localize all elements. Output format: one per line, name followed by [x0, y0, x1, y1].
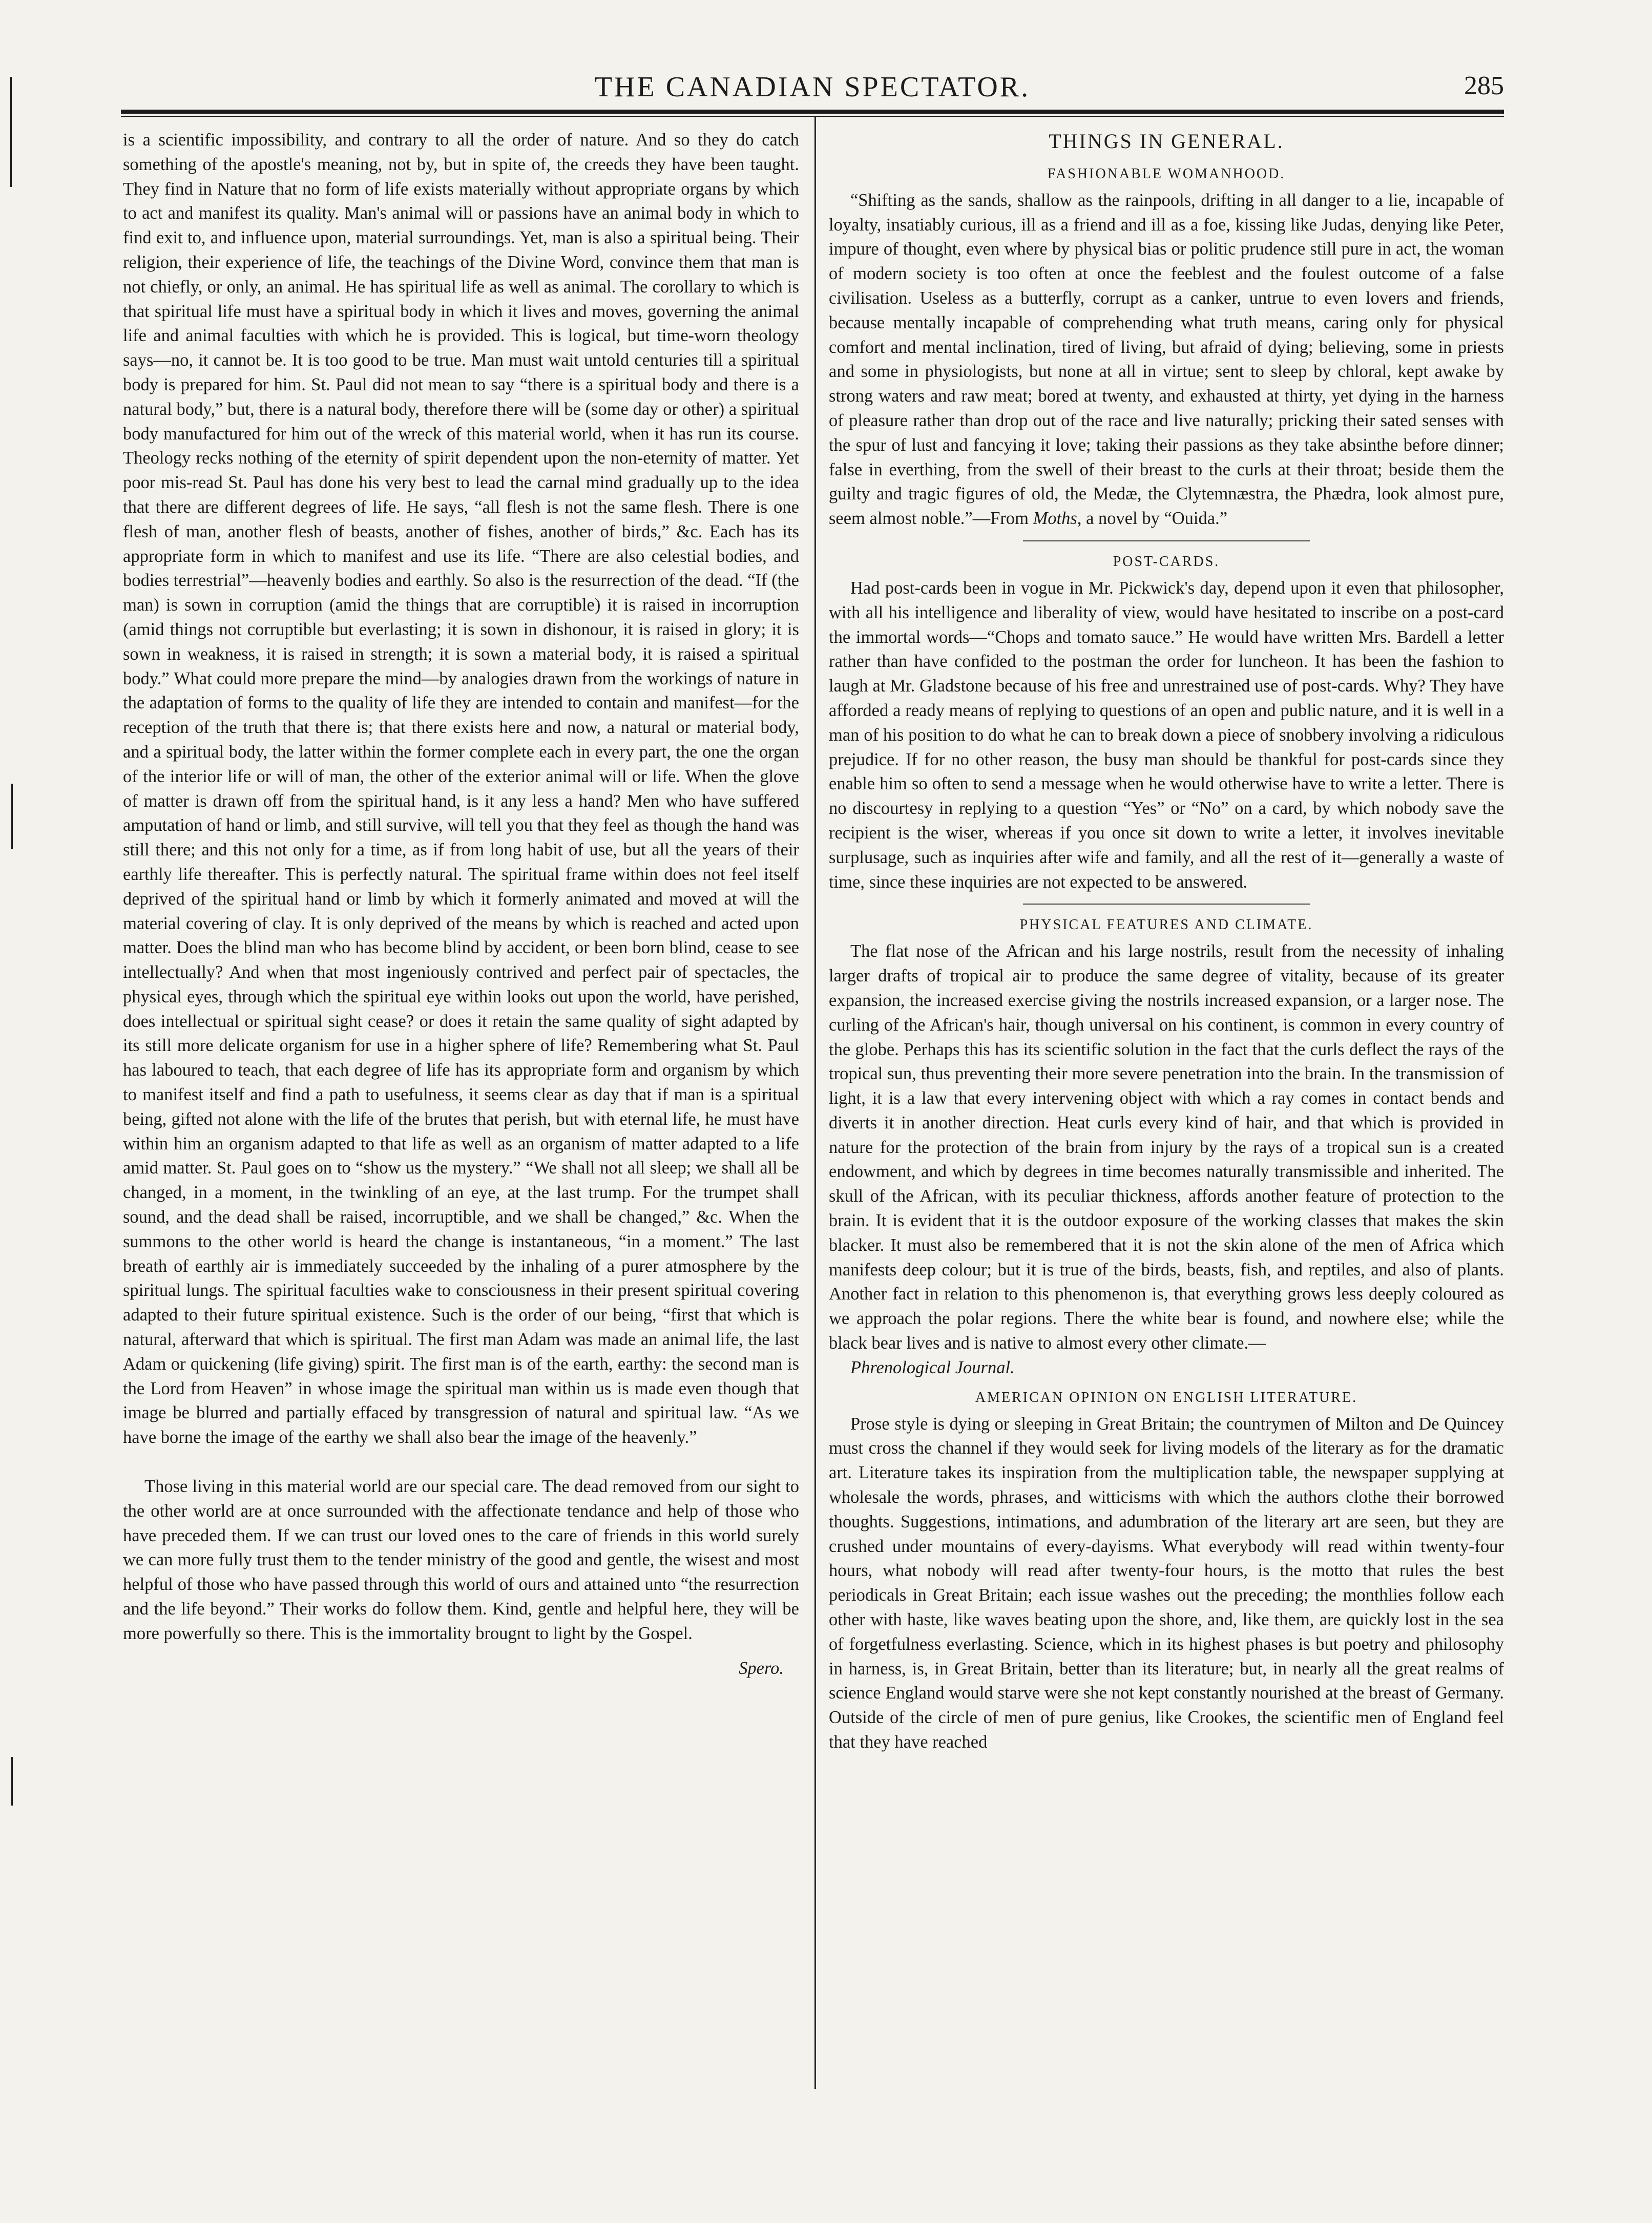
left-column — [123, 128, 799, 1681]
right-column — [829, 126, 1504, 1755]
essay-paragraph: is a scientific impossibility, and contrary to all the order of nature. And so they do catch something of the apostle's meaning, not by, but in spite of, the creeds they have been taught. They find in Nature that no form of life exists materially without appropriate organs by which to act and manifest its quality. Man's animal will or passions have an animal body in which to find exit to, and influence upon, material surroundings. Yet, man is also a spiritual being. Their religion, their experience of life, the teachings of the Divine Word, convince them that man is not chiefly, or only, an animal. He has spiritual life as well as animal. The corollary to which is that spiritual life must have a spiritual body in which it lives and moves, governing the animal life and animal faculties with which he is provided. This is logical, but time-worn theology says—no, it cannot be. It is too good to be true. Man must wait untold centuries till a spiritual body is prepared for him. St. Paul did not mean to say “there is a spiritual body and there is a natural body,” but, there is a natural body, therefore there will be (some day or other) a spiritual body manufactured for him out of the wreck of this material world, when it has run its course. Theology recks nothing of the eternity of spirit dependent upon the non-eternity of matter. Yet poor mis-read St. Paul has done his very best to lead the carnal mind gradually up to the idea that there are different degrees of life. He says, “all flesh is not the same flesh. There is one flesh of man, another flesh of beasts, another of fishes, another of birds,” &c. Each has its appropriate form in which to manifest and use its life. “There are also celestial bodies, and bodies terrestrial”—heavenly bodies and earthly. So also is the resurrection of the dead. “If (the man) is sown in corruption (amid the things that are corruptible) it is raised in incorruption (amid things not corruptible but everlasting; it is sown in dishonour, it is raised in glory; it is sown in weakness, it is raised in strength; it is sown a material body, it is raised a spiritual body.” What could more prepare the mind—by analogies drawn from the workings of nature in the adaptation of forms to the quality of life they are intended to contain and manifest—for the reception of the truth that there is; that there exists here and now, a natural or material body, and a spiritual body, the latter within the former complete each in every part, the one the organ of the interior life or will of man, the other of the exterior animal will or life. When the glove of matter is drawn off from the spiritual hand, is it any less a hand? Men who have suffered amputation of hand or limb, and still survive, will tell you that they feel as though the hand was still there; and this not only for a time, as if from long habit of use, but all the years of their earthly life thereafter. This is perfectly natural. The spiritual frame within does not feel itself deprived of the spiritual hand or limb by which it formerly animated and moved at will the material covering of clay. It is only deprived of the means by which is reached and acted upon matter. Does the blind man who has become blind by accident, or been born blind, cease to see intellectually? And when that most ingeniously contrived and perfect pair of spectacles, the physical eyes, through which the spiritual eye within looks out upon the world, have perished, does intellectual or spiritual sight cease? or does it retain the same quality of sight adapted by its still more delicate organism for use in a higher sphere of life? Remembering what St. Paul has laboured to teach, that each degree of life has its appropriate form and organism by which to manifest itself and find a path to usefulness, it seems clear as day that if man is a spiritual being, gifted not alone with the life of the brutes that perish, but with eternal life, he must have within him an organism adapted to that life as well as an organism of matter adapted to a life amid matter. St. Paul goes on to “show us the mystery.” “We shall not all sleep; we shall all be changed, in a moment, in the twinkling of an eye, at the last trump. For the trumpet shall sound, and the dead shall be raised, incorruptible, and we shall be changed,” &c. When the summons to the other world is heard the change is instantaneous, “in a moment.” The last breath of earthly air is immediately succeeded by the inhaling of a purer atmosphere by the spiritual lungs. The spiritual faculties wake to consciousness in their present spiritual covering adapted to their future spiritual existence. Such is the order of our being, “first that which is natural, afterward that which is spiritual. The first man Adam was made an animal life, the last Adam or quickening (life giving) spirit. The first man is of the earth, earthy: the second man is the Lord from Heaven” in whose image the spiritual man within us is made even though that image be blurred and partially effaced by transgression of natural and spiritual law. “As we have borne the image of the earthy we shall also bear the image of the heavenly.” — [123, 130, 799, 1448]
article-title: FASHIONABLE WOMANHOOD. — [1047, 165, 1286, 182]
margin-binding-mark — [11, 784, 13, 849]
margin-binding-mark — [10, 77, 12, 187]
essay-paragraph: Those living in this material world are our special care. The dead removed from our sight to the other world are at once surrounded with the affectionate tendance and help of those who have preceded them. If we can trust our loved ones to the care of friends in this world surely we can more fully trust them to the tender ministry of the good and gentle, the wisest and most helpful of those who have passed through this world of ours and attained unto “the resurrection and the life beyond.” Their works do follow them. Kind, gentle and helpful here, they will be more powerfully so there. This is the immortality brougnt to light by the Gospel. — [123, 1477, 799, 1643]
publication-title: THE CANADIAN SPECTATOR. — [594, 71, 1031, 103]
article-body: The flat nose of the African and his large nostrils, result from the necessity of inhaling larger drafts of tropical air to produce the same degree of vitality, because of its greater expansion, the increased exercise giving the nostrils increased expansion, or a larger nose. The curling of the African's hair, though universal on his continent, is common in every country of the globe. Perhaps this has its scientific solution in the fact that the curls deflect the rays of the tropical sun, thus preventing their more severe penetration into the brain. In the transmission of light, it is a law that every intervening object with which a ray comes in contact bends and diverts it in another direction. Heat curls every kind of hair, and that which is provided in nature for the protection of the brain from injury by the rays of a tropical sun is a created endowment, and which by degrees in time becomes naturally transmissible and inherited. The skull of the African, with its peculiar thickness, affords another feature of protection to the brain. It is evident that it is the outdoor exposure of the working classes that makes the skin blacker. It must also be remembered that it is not the skin alone of the men of Africa which manifests deep colour; but it is true of the birds, beasts, fish, and reptiles, and also of plants. Another fact in relation to this phenomenon is, that everything grows less deeply coloured as we approach the polar regions. There the white bear is found, and nowhere else; while the black bear lives and is native to almost every other climate.— Phrenological Journal. — [829, 939, 1504, 1380]
article-title: PHYSICAL FEATURES AND CLIMATE. — [1019, 917, 1313, 933]
header-rule-thick — [121, 110, 1504, 114]
header-rule-thin — [121, 116, 1504, 117]
article-body: Prose style is dying or sleeping in Great Britain; the countrymen of Milton and De Quincey must cross the channel if they would seek for living models of the literary as for the dramatic art. Literature takes its inspiration from the multiplication table, the newspaper supplying at wholesale the words, phrases, and witticisms with which the authors clothe their borrowed thoughts. Suggestions, intimations, and adumbration of the literary art are seen, but they are crushed under mountains of every-dayisms. What everybody will read within twenty-four hours, what nobody will read after twenty-four hours, is the motto that rules the best periodicals in Great Britain; each issue washes out the preceding; the monthlies follow each other with haste, like waves beating upon the shore, and, like them, are quickly lost in the sea of forgetfulness everlasting. Science, which in its highest phases is but poetry and philosophy in harness, is, in Great Britain, better than its literature; but, in nearly all the great realms of science England would starve were she not kept constantly nourished at the breast of Germany. Outside of the circle of men of pure genius, like Crookes, the scientific men of England feel that they have reached — [829, 1414, 1504, 1752]
page-number: 285 — [1464, 71, 1504, 100]
article-title: POST-CARDS. — [1113, 553, 1220, 570]
source-citation: Phrenological Journal. — [850, 1357, 1015, 1377]
article-divider — [1023, 904, 1310, 905]
column-divider — [814, 117, 816, 2089]
source-citation: Moths — [1033, 509, 1077, 529]
running-head — [121, 71, 1504, 107]
article-body: Had post-cards been in vogue in Mr. Pickwick's day, depend upon it even that philosopher, with all his intelligence and liberality of view, would have hesitated to inscribe on a post-card the immortal words—“Chops and tomato sauce.” He would have written Mrs. Bardell a letter rather than have confided to the postman the order for luncheon. It has been the fashion to laugh at Mr. Gladstone because of his free and unrestrained use of post-cards. Why? They have afforded a ready means of replying to questions of an open and public nature, and it is well in a man of his position to do what he can to break down a piece of snobbery involving a ridiculous prejudice. If for no other reason, the busy man should be thankful for post-cards since they enable him so often to send a message when he would otherwise have to write a letter. There is no discourtesy in replying to a question “Yes” or “No” on a card, by which nobody save the recipient is the wiser, whereas if you once sit down to write a letter, it involves inevitable surplusage, such as inquiries after wife and family, and all the rest of it—generally a waste of time, since these inquiries are not expected to be answered. — [829, 578, 1504, 892]
section-heading: THINGS IN GENERAL. — [1049, 130, 1284, 153]
margin-binding-mark — [11, 1757, 13, 1806]
article-title: AMERICAN OPINION ON ENGLISH LITERATURE. — [975, 1389, 1358, 1406]
article-body: “Shifting as the sands, shallow as the rainpools, drifting in all danger to a lie, incapable of loyalty, insatiably curious, ill as a friend and ill as a foe, kissing like Judas, denying like Peter, impure of thought, even where by physical bias or politic prudence still pure in act, the woman of modern society is too often at once the feeblest and the foulest outcome of a false civilisation. Useless as a butterfly, corrupt as a canker, untrue to even lovers and friends, because mentally incapable of comprehending what truth means, caring only for physical comfort and mental inclination, tired of living, but afraid of dying; believing, some in priests and some in physiologists, but none at all in virtue; sent to sleep by chloral, kept awake by strong waters and raw meat; bored at twenty, and exhausted at thirty, yet dying in the harness of pleasure rather than drop out of the race and live naturally; pricking their sated senses with the spur of lust and fancying it love; taking their passions as they take absinthe before dinner; false in everthing, from the swell of their breast to the curls at their throat; beside them the guilty and tragic figures of old, the Medæ, the Clytemnæstra, the Phædra, look almost pure, seem almost noble.”—From Moths, a novel by “Ouida.” — [829, 190, 1504, 529]
article-divider — [1023, 540, 1310, 541]
author-signature: Spero. — [739, 1658, 784, 1678]
